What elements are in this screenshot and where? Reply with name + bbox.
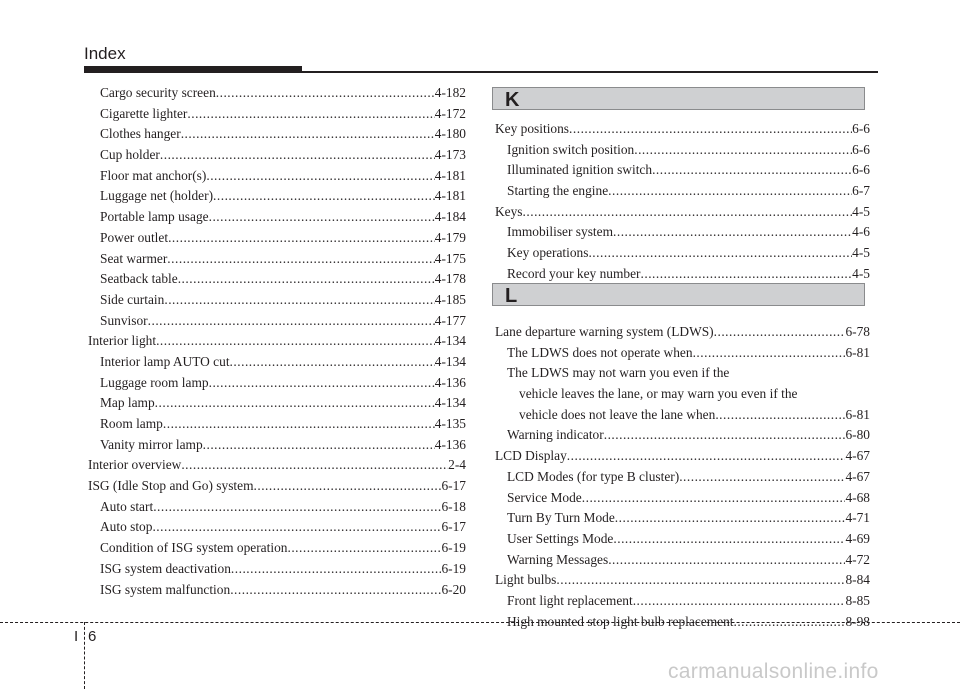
index-entry	[495, 570, 870, 591]
footer-section-letter: I	[74, 628, 79, 645]
index-entry-label: High mounted stop light bulb replacement	[507, 613, 734, 629]
index-entry-page: 6-80	[845, 427, 870, 443]
index-left-column	[88, 83, 466, 600]
index-entry	[495, 405, 870, 426]
index-entry-label: Room lamp	[100, 416, 163, 431]
index-entry-page: 6-19	[441, 540, 466, 556]
index-entry	[495, 322, 870, 343]
index-entry	[88, 373, 466, 394]
index-entry-label: vehicle leaves the lane, or may warn you even if the	[519, 386, 798, 402]
index-entry	[495, 222, 870, 243]
leader-dots	[152, 517, 441, 538]
leader-dots	[254, 476, 442, 497]
leader-dots	[641, 264, 853, 285]
index-entry-page: 4-68	[845, 489, 870, 505]
index-entry-label: ISG (Idle Stop and Go) system	[88, 478, 254, 494]
index-entry	[88, 352, 466, 373]
index-entry-label: Light bulbs	[495, 572, 557, 588]
index-entry	[88, 580, 466, 601]
leader-dots	[156, 331, 435, 352]
index-entry-page: 4-136	[434, 374, 466, 390]
index-entry-label: Cup holder	[100, 147, 160, 163]
index-entry	[495, 446, 870, 467]
leader-dots	[679, 467, 845, 488]
index-entry	[88, 249, 466, 270]
index-entry-label: Warning Messages	[507, 551, 609, 567]
leader-dots	[287, 538, 441, 559]
index-entry-page: 6-6	[852, 162, 870, 178]
index-entry-page: 4-178	[434, 271, 466, 287]
index-entry	[495, 488, 870, 509]
index-entry-page: 6-78	[845, 324, 870, 339]
index-entry	[495, 264, 870, 285]
index-entry-page: 4-179	[434, 229, 466, 245]
index-entry-page: 6-20	[441, 581, 466, 597]
index-entry	[495, 550, 870, 571]
index-entry	[88, 497, 466, 518]
index-entry-page: 6-81	[845, 406, 870, 422]
index-entry-page: 4-172	[434, 105, 466, 121]
index-entry-label: Ignition switch position	[507, 141, 635, 157]
index-entry	[495, 181, 870, 202]
leader-dots	[160, 145, 435, 166]
leader-dots	[693, 343, 846, 364]
leader-dots	[652, 160, 852, 181]
index-entry-page: 2-4	[448, 457, 466, 473]
index-entry	[495, 529, 870, 550]
leader-dots	[604, 425, 846, 446]
index-entry	[495, 425, 870, 446]
index-entry-label: Starting the engine	[507, 183, 609, 199]
index-entry-page: 6-6	[852, 121, 870, 136]
leader-dots	[715, 405, 845, 426]
index-entry	[88, 331, 466, 352]
index-entry-page: 4-69	[845, 530, 870, 546]
index-entry-page: 6-18	[441, 498, 466, 514]
leader-dots	[213, 186, 435, 207]
leader-dots	[523, 202, 853, 223]
index-entry-label: The LDWS does not operate when	[507, 344, 693, 360]
index-entry-page: 4-180	[434, 126, 466, 142]
leader-dots	[556, 570, 845, 591]
index-entry-label: ISG system malfunction	[100, 581, 231, 597]
index-entry	[88, 186, 466, 207]
index-entry-page: 4-67	[845, 448, 870, 464]
leader-dots	[163, 414, 435, 435]
index-entry-label: Interior lamp AUTO cut	[100, 353, 230, 369]
index-entry-page: 4-5	[852, 265, 870, 281]
index-entry-label: Service Mode	[507, 489, 582, 505]
index-entry-label: Cigarette lighter	[100, 105, 188, 121]
index-entry-page: 6-7	[852, 183, 870, 199]
index-entry-page: 4-134	[434, 333, 466, 349]
index-entry-label: Condition of ISG system operation	[100, 540, 288, 556]
leader-dots	[216, 83, 435, 104]
leader-dots	[567, 446, 846, 467]
index-entry	[88, 414, 466, 435]
leader-dots	[582, 488, 846, 509]
index-entry	[88, 435, 466, 456]
index-entry-page: 4-5	[852, 245, 870, 261]
leader-dots	[608, 550, 845, 571]
index-entry-label: Seat warmer	[100, 250, 168, 266]
footer-page-number	[74, 628, 96, 645]
index-entry-label: Warning indicator	[507, 427, 604, 443]
index-entry-page: 6-19	[441, 560, 466, 576]
index-entry	[495, 119, 870, 140]
index-entry-page: 4-177	[434, 312, 466, 328]
index-entry-label: Record your key number	[507, 265, 641, 281]
leader-dots	[714, 322, 846, 343]
index-entry-page: 6-17	[441, 519, 466, 535]
index-entry-label: Turn By Turn Mode	[507, 510, 615, 526]
leader-dots	[181, 455, 448, 476]
index-entry-label: Lane departure warning system (LDWS)	[495, 324, 714, 339]
index-entry-label: Interior overview	[88, 457, 182, 473]
leader-dots	[230, 580, 441, 601]
index-entry-label: User Settings Mode	[507, 530, 614, 546]
index-entry	[88, 166, 466, 187]
index-entry-label: Luggage net (holder)	[100, 188, 214, 204]
index-entry-page: 4-173	[434, 147, 466, 163]
index-entry-label: Auto start	[100, 498, 154, 514]
index-entry-page: 4-67	[845, 468, 870, 484]
index-entry-page: 4-135	[434, 416, 466, 431]
index-entry-page: 4-181	[434, 188, 466, 204]
index-entry	[88, 517, 466, 538]
leader-dots	[155, 393, 435, 414]
index-entry-page: 4-134	[434, 353, 466, 369]
leader-dots	[613, 222, 852, 243]
index-entry	[88, 83, 466, 104]
index-entry-page: 4-72	[845, 551, 870, 567]
leader-dots	[153, 497, 441, 518]
index-entry	[88, 104, 466, 125]
index-entry	[495, 363, 870, 384]
index-entry	[88, 124, 466, 145]
section-header-k	[492, 87, 865, 110]
index-entry-page: 4-181	[434, 167, 466, 183]
index-entry	[88, 311, 466, 332]
index-entry	[88, 228, 466, 249]
index-entry-page: 4-6	[852, 224, 870, 240]
leader-dots	[203, 435, 435, 456]
index-entry	[88, 455, 466, 476]
leader-dots	[230, 352, 435, 373]
index-entry-page: 6-17	[441, 478, 466, 494]
index-entry-label: Keys	[495, 203, 523, 219]
index-entry-page: 6-6	[852, 141, 870, 157]
index-entry	[88, 393, 466, 414]
index-entry-label: Auto stop	[100, 519, 153, 535]
index-entry-label: Map lamp	[100, 395, 155, 411]
index-entry-label: Portable lamp usage	[100, 209, 209, 225]
index-entry	[495, 140, 870, 161]
index-entry	[88, 207, 466, 228]
leader-dots	[613, 529, 845, 550]
index-entry-page: 8-85	[845, 592, 870, 608]
leader-dots	[167, 249, 434, 270]
leader-dots	[181, 124, 435, 145]
index-entry-page: 4-5	[852, 203, 870, 219]
index-entry-label: Luggage room lamp	[100, 374, 209, 390]
leader-dots	[634, 140, 852, 161]
index-entry-label: Front light replacement	[507, 592, 633, 608]
index-entry-label: Cargo security screen	[100, 85, 216, 100]
footer-page-num: 6	[88, 628, 97, 645]
index-entry-label: Power outlet	[100, 229, 169, 245]
index-entry-page: 4-184	[434, 209, 466, 225]
leader-dots	[168, 228, 435, 249]
index-entry	[495, 202, 870, 223]
index-entry-label: The LDWS may not warn you even if the	[507, 365, 730, 381]
index-entry	[88, 290, 466, 311]
index-entry	[88, 538, 466, 559]
leader-dots	[209, 207, 435, 228]
index-entry-label: ISG system deactivation	[100, 560, 231, 576]
index-entry-label: Key operations	[507, 245, 589, 261]
index-section-k	[495, 119, 870, 285]
header-thin-rule	[84, 71, 878, 73]
index-entry	[495, 160, 870, 181]
index-entry	[88, 476, 466, 497]
leader-dots	[187, 104, 434, 125]
footer-dashed-rule	[0, 622, 960, 623]
index-entry	[495, 343, 870, 364]
page-header-title: Index	[84, 44, 126, 63]
section-letter-l: L	[505, 285, 518, 307]
leader-dots	[164, 290, 434, 311]
index-entry-page: 4-136	[434, 436, 466, 452]
index-entry	[88, 145, 466, 166]
index-entry	[495, 591, 870, 612]
index-entry-label: vehicle does not leave the lane when	[519, 406, 716, 422]
index-entry-label: Sunvisor	[100, 312, 148, 328]
index-entry-label: Interior light	[88, 333, 157, 349]
index-entry-label: Floor mat anchor(s)	[100, 167, 207, 183]
leader-dots	[231, 559, 442, 580]
index-entry-page: 4-134	[434, 395, 466, 411]
index-entry	[495, 384, 870, 405]
index-entry-page: 4-182	[434, 85, 466, 100]
leader-dots	[206, 166, 434, 187]
index-entry-label: LCD Display	[495, 448, 567, 464]
index-entry-page: 8-84	[845, 572, 870, 588]
leader-dots	[588, 243, 852, 264]
index-entry-label: Clothes hanger	[100, 126, 181, 142]
section-letter-k: K	[505, 89, 520, 111]
index-entry	[88, 559, 466, 580]
leader-dots	[633, 591, 846, 612]
leader-dots	[209, 373, 435, 394]
index-entry	[495, 508, 870, 529]
section-header-l	[492, 283, 865, 306]
leader-dots	[608, 181, 852, 202]
index-entry	[88, 269, 466, 290]
index-entry-label: Illuminated ignition switch	[507, 162, 653, 178]
index-entry	[495, 467, 870, 488]
index-entry-label: Vanity mirror lamp	[100, 436, 203, 452]
index-entry-label: Seatback table	[100, 271, 178, 287]
leader-dots	[178, 269, 435, 290]
index-entry-page: 4-175	[434, 250, 466, 266]
index-entry	[495, 243, 870, 264]
index-entry-page: 8-98	[845, 613, 870, 629]
index-entry-label: LCD Modes (for type B cluster)	[507, 468, 680, 484]
leader-dots	[615, 508, 846, 529]
index-entry-page: 4-185	[434, 291, 466, 307]
leader-dots	[148, 311, 435, 332]
index-entry-page: 4-71	[845, 510, 870, 526]
index-entry-label: Side curtain	[100, 291, 165, 307]
index-entry-page: 6-81	[845, 344, 870, 360]
leader-dots	[569, 119, 852, 140]
index-section-l	[495, 322, 870, 632]
watermark-text: carmanualsonline.info	[668, 660, 879, 683]
index-entry-label: Immobiliser system	[507, 224, 614, 240]
index-entry-label: Key positions	[495, 121, 570, 136]
